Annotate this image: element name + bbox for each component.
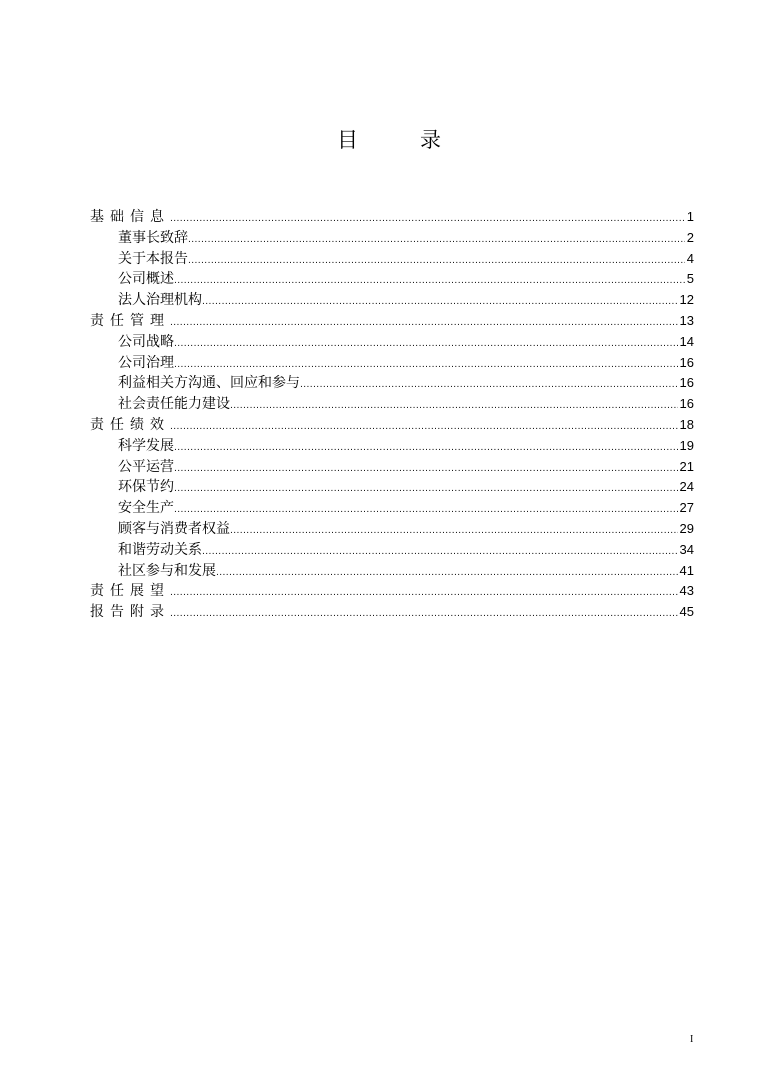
toc-entry-chairman-speech[interactable] (90, 228, 694, 249)
toc-dot-leader (174, 438, 678, 459)
toc-entry-label: 报告附录 (90, 604, 170, 621)
toc-dot-leader (174, 334, 678, 355)
toc-entry-page: 14 (679, 333, 694, 349)
toc-entry-label: 社会责任能力建设 (118, 396, 230, 413)
toc-entry-company-overview[interactable] (90, 269, 694, 290)
toc-dot-leader (216, 563, 678, 584)
toc-entry-label: 科学发展 (118, 437, 174, 454)
toc-entry-community-development[interactable] (90, 561, 694, 582)
toc-entry-label: 法人治理机构 (118, 292, 202, 309)
toc-entry-report-appendix[interactable] (90, 602, 694, 623)
toc-entry-label: 和谐劳动关系 (118, 541, 202, 558)
toc-dot-leader (174, 459, 678, 480)
toc-entry-page: 21 (679, 458, 694, 474)
toc-entry-label: 利益相关方沟通、回应和参与 (118, 375, 300, 392)
toc-entry-label: 责任绩效 (90, 416, 170, 433)
toc-entry-responsibility-performance[interactable] (90, 415, 694, 436)
toc-entry-environmental-saving[interactable] (90, 477, 694, 498)
toc-dot-leader (202, 292, 678, 313)
toc-dot-leader (174, 355, 678, 376)
toc-entry-label: 责任展望 (90, 583, 170, 600)
toc-dot-leader (174, 500, 678, 521)
toc-dot-leader (188, 251, 685, 272)
toc-dot-leader (170, 417, 678, 438)
toc-entry-page: 16 (679, 375, 694, 391)
toc-dot-leader (230, 521, 678, 542)
page-number: I (690, 1034, 694, 1045)
toc-entry-page: 16 (679, 354, 694, 370)
toc-entry-label: 关于本报告 (118, 250, 188, 267)
toc-dot-leader (170, 604, 678, 625)
toc-dot-leader (188, 230, 685, 251)
toc-entry-page: 34 (679, 541, 694, 557)
toc-entry-page: 4 (686, 250, 694, 266)
toc-dot-leader (170, 209, 685, 230)
toc-entry-page: 1 (686, 209, 694, 224)
page-title-char-2: 录 (420, 128, 441, 152)
toc-dot-leader (300, 375, 678, 396)
toc-entry-label: 顾客与消费者权益 (118, 520, 230, 537)
toc-entry-customer-rights[interactable] (90, 519, 694, 540)
toc-entry-label: 责任管理 (90, 312, 170, 329)
toc-entry-label: 董事长致辞 (118, 229, 188, 246)
toc-entry-responsibility-management[interactable] (90, 311, 694, 332)
toc-entry-labor-relations[interactable] (90, 540, 694, 561)
toc-entry-page: 13 (679, 312, 694, 328)
toc-dot-leader (174, 271, 685, 292)
toc-dot-leader (170, 313, 678, 334)
toc-entry-fair-operation[interactable] (90, 457, 694, 478)
page-title (0, 124, 778, 154)
toc-entry-corporate-governance-structure[interactable] (90, 290, 694, 311)
toc-entry-stakeholder-communication[interactable] (90, 373, 694, 394)
toc-entry-label: 公司战略 (118, 333, 174, 350)
toc-entry-csr-capacity-building[interactable] (90, 394, 694, 415)
toc-entry-page: 5 (686, 271, 694, 287)
toc-entry-page: 16 (679, 396, 694, 412)
toc-entry-page: 45 (679, 604, 694, 620)
toc-entry-label: 社区参与和发展 (118, 562, 216, 579)
toc-entry-page: 43 (679, 583, 694, 599)
toc-entry-label: 公平运营 (118, 458, 174, 475)
toc-entry-page: 12 (679, 292, 694, 308)
toc-entry-basic-info[interactable] (90, 207, 694, 228)
toc-entry-page: 24 (679, 479, 694, 495)
toc-entry-company-governance[interactable] (90, 353, 694, 374)
toc-entry-page: 2 (686, 229, 694, 245)
toc-dot-leader (174, 479, 678, 500)
toc-entry-page: 19 (679, 437, 694, 453)
toc-entry-about-report[interactable] (90, 249, 694, 270)
toc-entry-company-strategy[interactable] (90, 332, 694, 353)
table-of-contents (90, 207, 694, 623)
toc-entry-page: 41 (679, 562, 694, 578)
toc-entry-safe-production[interactable] (90, 498, 694, 519)
toc-entry-label: 公司治理 (118, 354, 174, 371)
toc-entry-label: 公司概述 (118, 271, 174, 288)
toc-entry-scientific-development[interactable] (90, 436, 694, 457)
page-title-char-1: 目 (337, 128, 358, 152)
toc-entry-label: 环保节约 (118, 479, 174, 496)
toc-entry-page: 27 (679, 500, 694, 516)
toc-dot-leader (202, 542, 678, 563)
toc-entry-label: 基础信息 (90, 209, 170, 225)
toc-dot-leader (230, 396, 678, 417)
toc-dot-leader (170, 583, 678, 604)
toc-entry-responsibility-outlook[interactable] (90, 581, 694, 602)
toc-entry-label: 安全生产 (118, 500, 174, 517)
toc-entry-page: 29 (679, 520, 694, 536)
toc-entry-page: 18 (679, 416, 694, 432)
